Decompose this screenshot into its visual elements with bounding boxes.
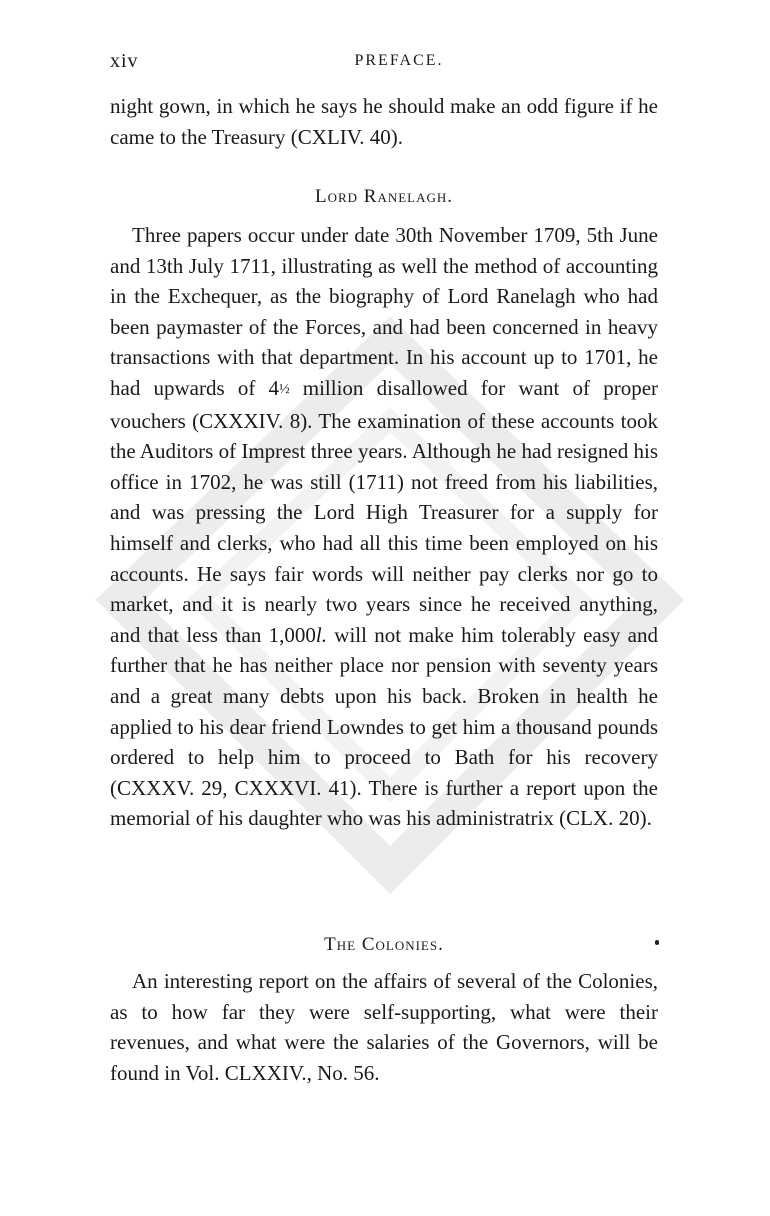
currency-mark: l. xyxy=(315,622,327,647)
fraction-half: ½ xyxy=(279,381,290,397)
ranelagh-paragraph xyxy=(110,220,658,834)
running-head: PREFACE. xyxy=(354,52,444,69)
page-header xyxy=(110,50,658,76)
page-number: xiv xyxy=(110,50,139,72)
colonies-paragraph xyxy=(110,966,658,1088)
carryover-paragraph xyxy=(110,91,658,152)
colonies-text: An interesting report on the affairs of several of the Colonies, as to how far they were self-supporting, what were their revenues, and what were the salaries of the Governors, will be found in Vol. CLXXIV., No. 56. xyxy=(110,969,658,1085)
ranelagh-text-part3: will not make him tolerably easy and further that he has neither place nor pension with seventy years and a great many debts upon his back. Broken in health he applied to his dear friend Lowndes to get him a thousand pounds ordered to help him to proceed to Bath for his recovery (CXXXV. 29, CXXXVI. 41). There is further a report upon the memorial of his daughter who was his administratrix (CLX. 20). xyxy=(110,622,658,831)
ranelagh-text-part1: Three papers occur under date 30th November 1709, 5th June and 13th July 1711, illustrating as well the method of accounting in the Exchequer, as the biography of Lord Ranelagh who had been paymaster of the Forces, and had been concerned in heavy transactions with that department. In his account up to 1701, he had upwards of 4 xyxy=(110,223,658,400)
stray-mark xyxy=(655,940,659,945)
ranelagh-text-part2: million disallowed for want of proper vouchers (CXXXIV. 8). The examination of these accounts took the Auditors of Imprest three years. Although he had resigned his office in 1702, he was still (1711) not freed from his liabilities, and was pressing the Lord High Treasurer for a supply for himself and clerks, who had all this time been employed on his accounts. He says fair words will neither pay clerks nor go to market, and it is nearly two years since he received anything, and that less than 1,000 xyxy=(110,375,659,647)
section-heading-ranelagh: Lord Ranelagh. xyxy=(314,186,454,207)
section-heading-colonies: The Colonies. xyxy=(324,934,444,955)
carryover-text: night gown, in which he says he should make an odd figure if he came to the Treasury (CXLIV. 40). xyxy=(110,94,658,149)
